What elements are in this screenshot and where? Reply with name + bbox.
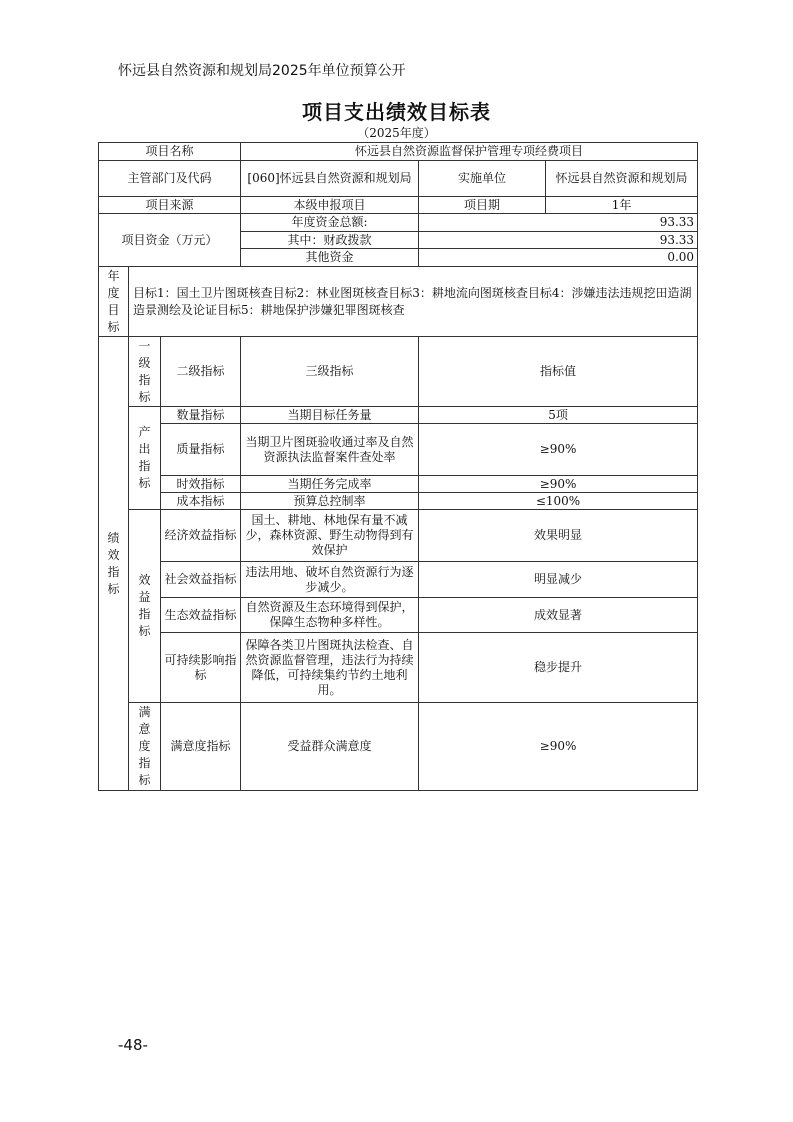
project-name-label: 项目名称 xyxy=(99,143,241,161)
benefit-value: 明显减少 xyxy=(419,562,698,598)
output-l2: 数量指标 xyxy=(161,407,241,424)
fund-fiscal-value: 93.33 xyxy=(419,232,698,249)
table-row xyxy=(99,703,698,791)
benefit-l3: 违法用地、破坏自然资源行为逐步减少。 xyxy=(241,562,419,598)
output-value: ≥90% xyxy=(419,476,698,493)
benefit-label-cell xyxy=(129,510,161,703)
satisfaction-label-cell xyxy=(129,703,161,791)
benefit-l2: 社会效益指标 xyxy=(161,562,241,598)
impl-value: 怀远县自然资源和规划局 xyxy=(546,161,698,197)
benefit-l2: 可持续影响指标 xyxy=(161,633,241,703)
table-row xyxy=(99,598,698,633)
fund-other-value: 0.00 xyxy=(419,249,698,267)
source-label: 项目来源 xyxy=(99,197,241,214)
header-level2: 二级指标 xyxy=(161,337,241,407)
table-row xyxy=(99,510,698,562)
page-title: 项目支出绩效目标表 xyxy=(302,100,491,124)
table-row xyxy=(99,633,698,703)
benefit-l2: 经济效益指标 xyxy=(161,510,241,562)
table-row xyxy=(99,424,698,476)
output-value: 5项 xyxy=(419,407,698,424)
indicators-section-label: 绩效指标 xyxy=(107,530,120,596)
satisfaction-value: ≥90% xyxy=(419,703,698,791)
output-value: ≤100% xyxy=(419,493,698,510)
table-row xyxy=(99,267,698,337)
benefit-value: 稳步提升 xyxy=(419,633,698,703)
period-value: 1年 xyxy=(546,197,698,214)
output-l2: 质量指标 xyxy=(161,424,241,476)
output-l3: 当期任务完成率 xyxy=(241,476,419,493)
table-row xyxy=(99,476,698,493)
output-l3: 当期卫片图斑验收通过率及自然资源执法监督案件查处率 xyxy=(241,424,419,476)
output-l2: 时效指标 xyxy=(161,476,241,493)
document-header: 怀远县自然资源和规划局2025年单位预算公开 xyxy=(118,63,406,79)
benefit-l2: 生态效益指标 xyxy=(161,598,241,633)
goal-label: 年度目标 xyxy=(107,268,120,334)
benefit-label: 效益指标 xyxy=(138,573,151,638)
table-row xyxy=(99,493,698,510)
dept-label: 主管部门及代码 xyxy=(99,161,241,197)
output-l2: 成本指标 xyxy=(161,493,241,510)
goal-label-cell xyxy=(99,267,129,337)
goal-text: 目标1：国土卫片图斑核查目标2：林业图斑核查目标3：耕地流向图斑核查目标4：涉嫌违法违规挖田造湖造景测绘及论证目标5：耕地保护涉嫌犯罪图斑核查 xyxy=(129,267,698,337)
impl-label: 实施单位 xyxy=(419,161,546,197)
satisfaction-l3: 受益群众满意度 xyxy=(241,703,419,791)
fund-fiscal-label: 其中：财政拨款 xyxy=(241,232,419,249)
fund-label xyxy=(99,214,241,267)
benefit-value: 效果明显 xyxy=(419,510,698,562)
fund-total-label: 年度资金总额: xyxy=(241,214,419,232)
indicators-section-cell xyxy=(99,337,129,791)
benefit-l3: 国土、耕地、林地保有量不减少，森林资源、野生动物得到有效保护 xyxy=(241,510,419,562)
satisfaction-l2: 满意度指标 xyxy=(161,703,241,791)
output-l3: 当期目标任务量 xyxy=(241,407,419,424)
table-row xyxy=(99,562,698,598)
fund-label-text: 项目资金（万元） xyxy=(121,232,218,247)
page-number: -48- xyxy=(118,1036,148,1054)
dept-value: [060]怀远县自然资源和规划局 xyxy=(241,161,419,197)
table-row xyxy=(99,161,698,197)
page-subtitle: （2025年度） xyxy=(357,126,436,140)
header-level1-cell xyxy=(129,337,161,407)
header-value: 指标值 xyxy=(419,337,698,407)
satisfaction-label: 满意度指标 xyxy=(138,705,151,787)
performance-target-table xyxy=(98,142,698,791)
header-level1: 一级指标 xyxy=(138,338,151,404)
benefit-l3: 自然资源及生态环境得到保护，保障生态物种多样性。 xyxy=(241,598,419,633)
table-row xyxy=(99,337,698,407)
table-row xyxy=(99,197,698,214)
benefit-value: 成效显著 xyxy=(419,598,698,633)
table-row xyxy=(99,143,698,161)
period-label: 项目期 xyxy=(419,197,546,214)
output-value: ≥90% xyxy=(419,424,698,476)
table-row xyxy=(99,407,698,424)
output-label-cell xyxy=(129,407,161,510)
header-level3: 三级指标 xyxy=(241,337,419,407)
project-name-value: 怀远县自然资源监督保护管理专项经费项目 xyxy=(241,143,698,161)
benefit-l3: 保障各类卫片图斑执法检查、自然资源监督管理，违法行为持续降低，可持续集约节约土地利用。 xyxy=(241,633,419,703)
source-value: 本级申报项目 xyxy=(241,197,419,214)
fund-total-value: 93.33 xyxy=(419,214,698,232)
fund-other-label: 其他资金 xyxy=(241,249,419,267)
output-l3: 预算总控制率 xyxy=(241,493,419,510)
output-label: 产出指标 xyxy=(138,425,151,490)
table-row xyxy=(99,214,698,232)
